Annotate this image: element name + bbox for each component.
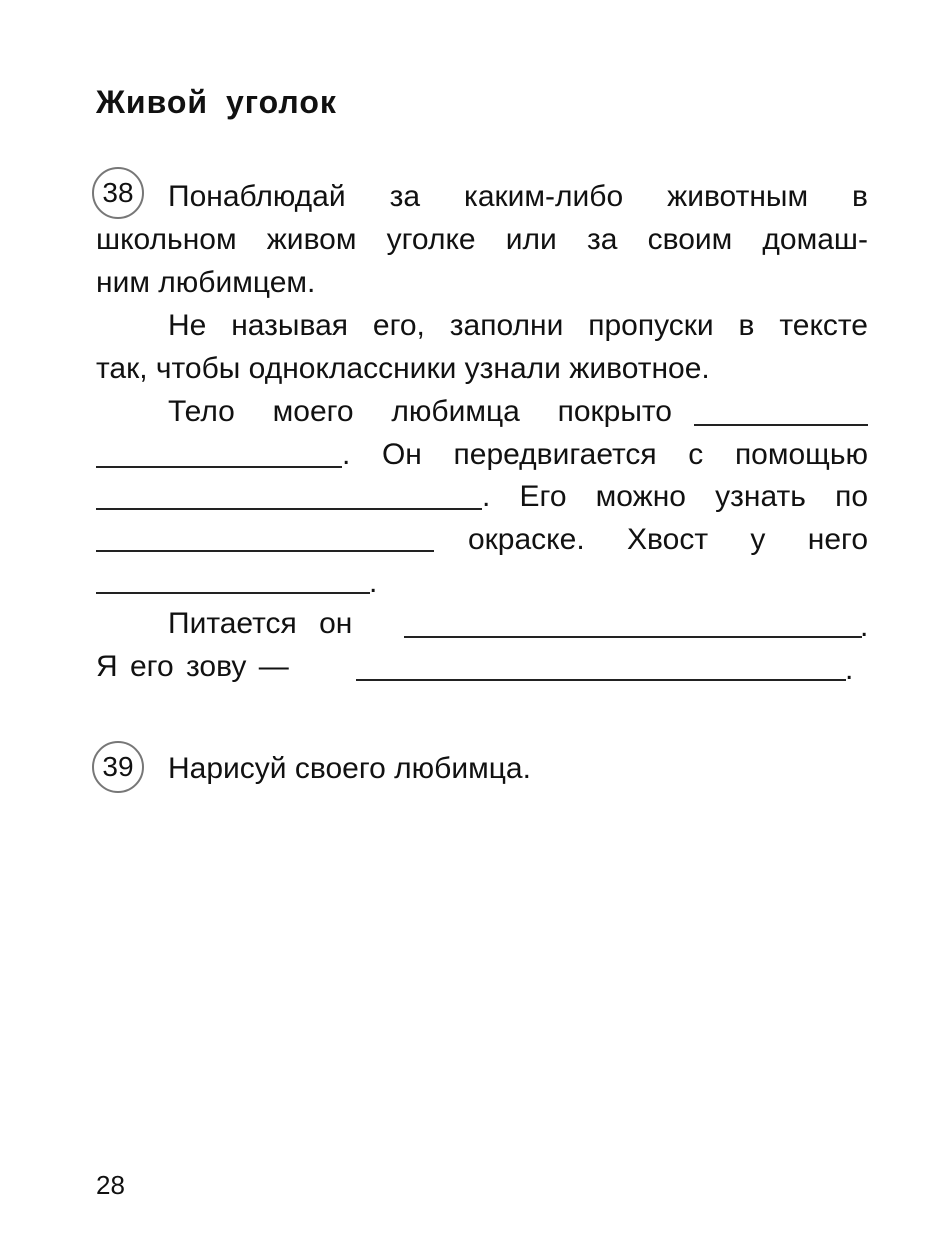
task-38-number-badge: 38 [92, 167, 144, 219]
fill-text-call-name-end: . [845, 653, 854, 686]
fill-text-tail-end: . [369, 566, 378, 599]
fill-text-feeds-on-end: . [860, 610, 869, 643]
blank-tail[interactable] [96, 592, 370, 594]
task-38-text-line-5: так, чтобы одноклассники узнали животное. [96, 352, 710, 385]
task-39-number-badge: 39 [92, 741, 144, 793]
blank-feeds-on[interactable] [404, 636, 862, 638]
section-heading: Живой уголок [96, 84, 337, 120]
task-38-text-line-1: Понаблюдай за каким-либо животным в [168, 180, 868, 213]
blank-call-name[interactable] [356, 679, 846, 681]
task-38-text-line-2: школьном живом уголке или за своим домаш- [96, 223, 868, 256]
fill-text-feeds-on: Питается он [168, 607, 353, 640]
task-39-text: Нарисуй своего любимца. [168, 752, 531, 785]
fill-text-call-name: Я его зову — [96, 650, 289, 683]
fill-text-body-covered: Тело моего любимца покрыто [168, 395, 672, 428]
blank-body-covering-b[interactable] [96, 466, 342, 468]
task-38-text-line-4: Не называя его, заполни пропуски в тексте [168, 309, 868, 342]
fill-text-moves-with: . Он передвигается с помощью [342, 438, 868, 471]
blank-moves-with[interactable] [96, 508, 482, 510]
page-number: 28 [96, 1170, 125, 1200]
fill-text-coloring-tail: окраске. Хвост у него [468, 523, 868, 556]
fill-text-recognize-by: . Его можно узнать по [482, 480, 868, 513]
blank-body-covering-a[interactable] [694, 424, 868, 426]
task-38-text-line-3: ним любимцем. [96, 266, 316, 299]
blank-coloring[interactable] [96, 550, 434, 552]
